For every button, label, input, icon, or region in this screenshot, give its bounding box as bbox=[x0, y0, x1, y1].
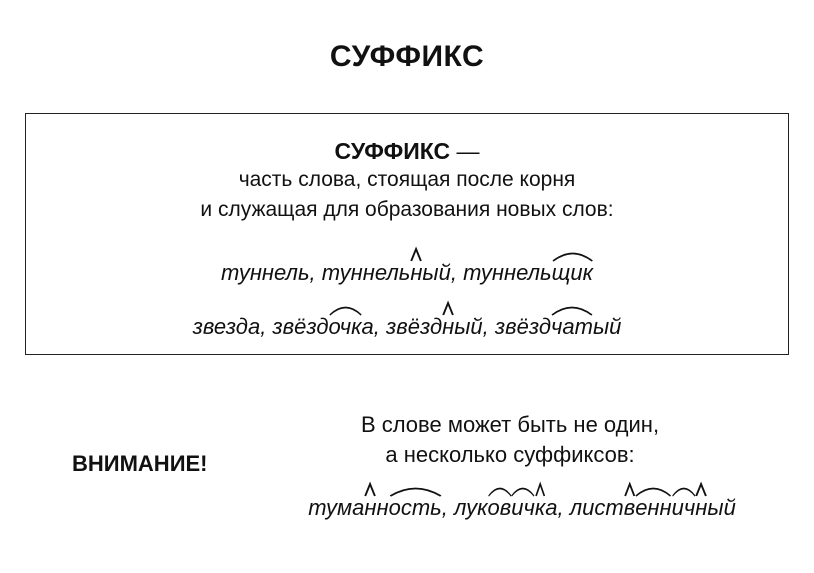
suffix-mark bbox=[442, 314, 454, 340]
example-word bbox=[322, 260, 451, 285]
suffix-mark bbox=[635, 495, 671, 521]
suffix-text: к bbox=[534, 495, 546, 520]
example-word bbox=[308, 495, 442, 520]
suffix-caret-icon bbox=[364, 483, 376, 497]
example-word bbox=[570, 495, 736, 520]
word-part: ый bbox=[422, 260, 451, 285]
suffix-mark bbox=[535, 495, 545, 521]
example-word: туннель bbox=[220, 260, 310, 285]
example-word: звезда bbox=[192, 314, 261, 339]
word-part: а bbox=[545, 495, 558, 520]
suffix-arc-icon bbox=[551, 304, 593, 316]
definition-heading bbox=[26, 138, 788, 165]
suffix-arc-icon bbox=[552, 250, 593, 262]
suffix-text: ость bbox=[388, 495, 442, 520]
suffix-arc-icon bbox=[389, 485, 442, 497]
suffix-text: ов bbox=[487, 495, 512, 520]
suffix-text: н bbox=[442, 314, 455, 339]
suffix-arc-icon bbox=[635, 485, 671, 497]
word-part: н bbox=[376, 495, 389, 520]
definition-dash: — bbox=[450, 138, 480, 164]
word-part: звёзд bbox=[272, 314, 329, 339]
suffix-text: в bbox=[623, 495, 636, 520]
definition-line-1: часть слова, стоящая после корня bbox=[238, 168, 576, 191]
word-part: туннель bbox=[463, 260, 552, 285]
suffix-mark bbox=[329, 314, 362, 340]
separator: , bbox=[441, 495, 454, 520]
suffix-arc-icon bbox=[329, 304, 362, 316]
suffix-text: очк bbox=[328, 314, 362, 339]
suffix-caret-icon bbox=[410, 248, 422, 262]
suffix-mark bbox=[511, 495, 535, 521]
word-part: ый bbox=[454, 314, 483, 339]
word-part: туннель bbox=[321, 260, 411, 285]
suffix-mark bbox=[672, 495, 696, 521]
suffix-caret-icon bbox=[695, 483, 707, 497]
suffix-mark bbox=[551, 314, 593, 340]
suffix-mark bbox=[364, 495, 376, 521]
separator: , bbox=[557, 495, 570, 520]
page-title: СУФФИКС bbox=[329, 40, 485, 73]
note-line-2: а несколько суффиксов: bbox=[385, 442, 635, 467]
suffix-text: н bbox=[410, 260, 423, 285]
word-part: звёзд bbox=[386, 314, 443, 339]
suffix-arc-icon bbox=[488, 485, 512, 497]
suffix-mark bbox=[552, 260, 593, 286]
suffix-caret-icon bbox=[535, 483, 545, 497]
suffix-text: чат bbox=[551, 314, 593, 339]
example-word bbox=[386, 314, 483, 339]
suffix-caret-icon bbox=[624, 483, 635, 497]
suffix-text: щик bbox=[551, 260, 593, 285]
separator: , bbox=[450, 260, 464, 285]
definition-line-2: и служащая для образования новых слов: bbox=[200, 198, 614, 221]
word-part: звёзд bbox=[494, 314, 551, 339]
example-word bbox=[272, 314, 373, 339]
separator: , bbox=[482, 314, 495, 339]
separator: , bbox=[373, 314, 387, 339]
example-row-1 bbox=[26, 260, 788, 286]
word-part: тума bbox=[308, 495, 365, 520]
suffix-text: енн bbox=[635, 495, 672, 520]
suffix-text: н bbox=[695, 495, 708, 520]
bottom-examples bbox=[262, 495, 782, 521]
note-line-1: В слове может быть не один, bbox=[360, 412, 660, 437]
suffix-text: ич bbox=[511, 495, 535, 520]
word-part: ый bbox=[592, 314, 622, 339]
suffix-text: н bbox=[364, 495, 377, 520]
suffix-mark bbox=[624, 495, 635, 521]
suffix-mark bbox=[488, 495, 512, 521]
suffix-arc-icon bbox=[672, 485, 696, 497]
definition-box bbox=[25, 113, 789, 355]
suffix-arc-icon bbox=[511, 485, 535, 497]
suffix-mark bbox=[389, 495, 442, 521]
separator: , bbox=[260, 314, 273, 339]
example-row-2 bbox=[26, 314, 788, 340]
example-word bbox=[454, 495, 558, 520]
suffix-mark bbox=[410, 260, 422, 286]
word-part: лист bbox=[569, 495, 624, 520]
attention-label: ВНИМАНИЕ! bbox=[72, 451, 208, 476]
word-part: ый bbox=[707, 495, 736, 520]
suffix-caret-icon bbox=[442, 302, 454, 316]
separator: , bbox=[309, 260, 322, 285]
word-part: а bbox=[361, 314, 374, 339]
definition-term: СУФФИКС bbox=[334, 138, 451, 164]
example-word bbox=[463, 260, 593, 285]
suffix-text: ич bbox=[671, 495, 696, 520]
suffix-mark bbox=[695, 495, 707, 521]
word-part: лук bbox=[453, 495, 488, 520]
example-word bbox=[495, 314, 621, 339]
